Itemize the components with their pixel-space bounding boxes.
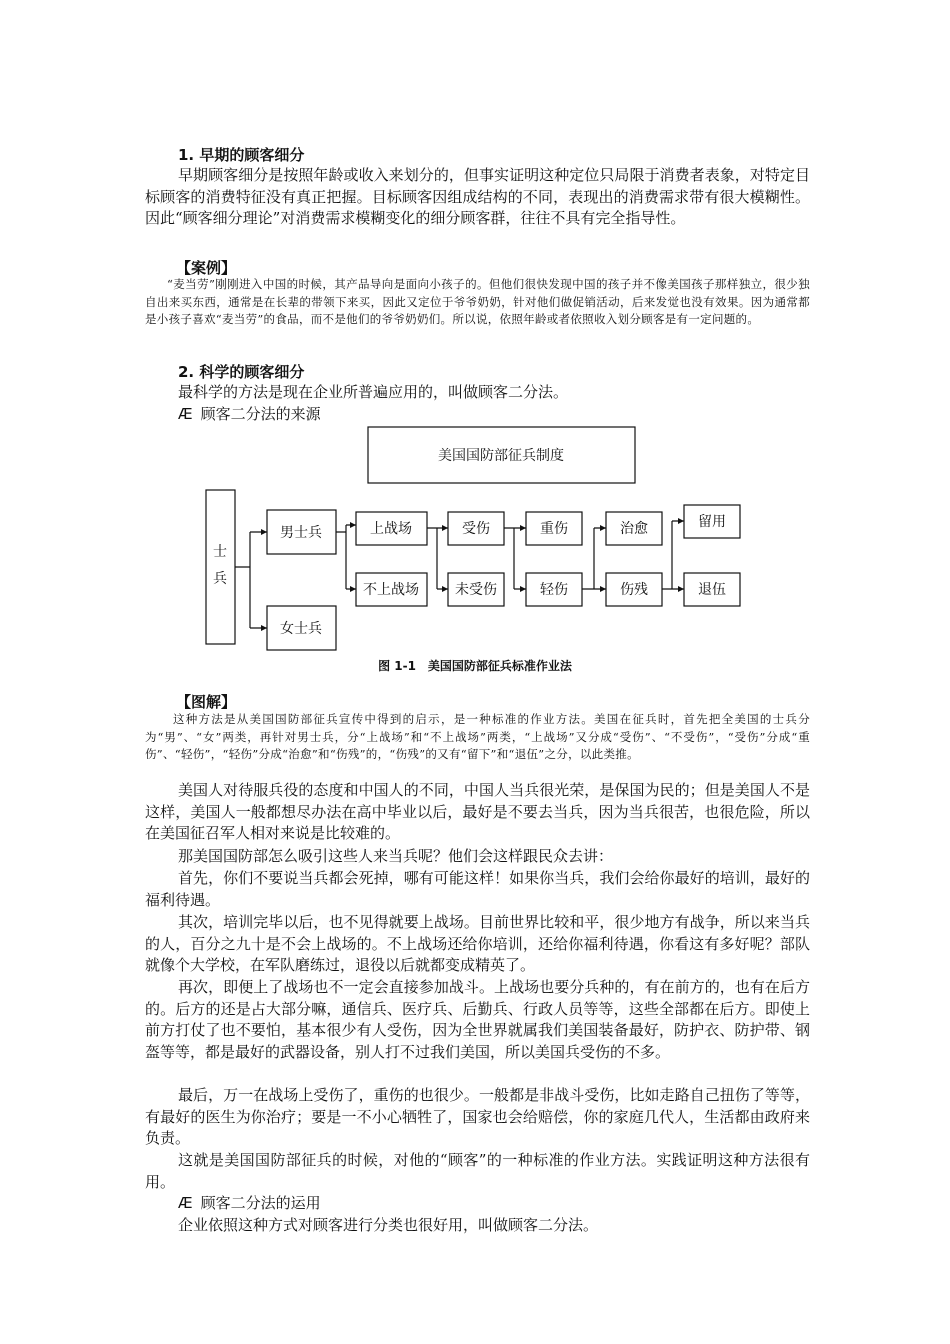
connector-light (582, 528, 606, 589)
connector-male (336, 525, 356, 589)
connector-battle (427, 528, 448, 589)
label-male: 男士兵 (280, 525, 322, 541)
label-no-battle: 不上战场 (363, 582, 419, 598)
body-paragraph-4: 其次，培训完毕以后，也不见得就要上战场。目前世界比较和平，很少地方有战争，所以来当兵的人，百分之九十是不会上战场的。不上战场还给你培训，还给你福利待遇，你看这有多好呢？部队就像个大学校，在军队磨练过，退役以后就都变成精英了。 (145, 913, 810, 974)
connector-root (235, 532, 267, 628)
body-paragraph-6: 最后，万一在战场上受伤了，重伤的也很少。一般都是非战斗受伤，比如走路自己扭伤了等等，有最好的医生为你治疗；要是一不小心牺牲了，国家也会给赔偿，你的家庭几代人，生活都由政府来负责。 (145, 1086, 810, 1147)
figure-caption: 图 1-1 美国国防部征兵标准作业法 (378, 659, 572, 673)
label-uninjured: 未受伤 (455, 582, 497, 598)
body-paragraph-2: 那美国国防部怎么吸引这些人来当兵呢？他们会这样跟民众去讲： (178, 847, 614, 865)
illustration-tag: 【图解】 (176, 693, 237, 711)
label-retire: 退伍 (698, 582, 726, 598)
bullet-line-application (178, 1193, 321, 1213)
last-line: 企业依照这种方式对顾客进行分类也很好用，叫做顾客二分法。 (178, 1216, 599, 1234)
illustration-text: 这种方法是从美国国防部征兵宣传中得到的启示，是一种标准的作业方法。美国在征兵时，首先把全美国的士兵分为“男”、“女”两类，再针对男士兵，分“上战场”和“不上战场”两类，“上战场”又分成“受伤”、“不受伤”，“受伤”分成“重伤”、“轻伤”，“轻伤”分成“治愈”和“伤残”的，“伤残”的又有“留下”和“退伍”之分，以此类推。 (145, 712, 810, 761)
connector-disabled (662, 521, 684, 589)
case-tag: 【案例】 (176, 259, 237, 277)
paragraph-early: 早期顾客细分是按照年龄或收入来划分的，但事实证明这种定位只局限于消费者表象，对特定目标顾客的消费特征没有真正把握。目标顾客因组成结构的不同，表现出的消费需求带有很大模糊性。因此“顾客细分理论”对消费需求模糊变化的细分顾客群，往往不具有完全指导性。 (145, 166, 810, 227)
bullet-text-application: 顾客二分法的运用 (200, 1194, 321, 1212)
label-root-1: 士 (213, 544, 227, 560)
body-paragraph-7: 这就是美国国防部征兵的时候，对他的“顾客”的一种标准的作业方法。实践证明这种方法很有用。 (145, 1151, 810, 1191)
bullet-glyph: Æ (178, 405, 193, 423)
label-light: 轻伤 (540, 582, 568, 598)
body-paragraph-3: 首先，你们不要说当兵都会死掉，哪有可能这样！如果你当兵，我们会给你最好的培训，最好的福利待遇。 (145, 869, 810, 909)
label-serious: 重伤 (540, 521, 568, 537)
section-heading-scientific: 2. 科学的顾客细分 (178, 363, 305, 381)
body-paragraph-1: 美国人对待服兵役的态度和中国人的不同，中国人当兵很光荣，是保国为民的；但是美国人不是这样，美国人一般都想尽办法在高中毕业以后，最好是不要去当兵，因为当兵很苦，也很危险，所以在美国征召军人相对来说是比较难的。 (145, 781, 810, 842)
section-heading-early: 1. 早期的顾客细分 (178, 146, 305, 164)
intro-line: 最科学的方法是现在企业所普遍应用的，叫做顾客二分法。 (178, 383, 569, 401)
case-text: “麦当劳”刚刚进入中国的时候，其产品导向是面向小孩子的。但他们很快发现中国的孩子并不像美国孩子那样独立，很少独自出来买东西，通常是在长辈的带领下来买，因此又定位于爷爷奶奶，针对他们做促销活动，后来发觉也没有效果。因为通常都是小孩子喜欢“麦当劳”的食品，而不是他们的爷爷奶奶们。所以说，依照年龄或者依照收入划分顾客是有一定问题的。 (145, 277, 810, 326)
connector-injured (504, 528, 526, 589)
label-injured: 受伤 (462, 521, 490, 537)
label-female: 女士兵 (280, 621, 322, 637)
bullet-text-source: 顾客二分法的来源 (200, 405, 321, 423)
label-stay: 留用 (698, 514, 726, 530)
bullet-glyph-2: Æ (178, 1194, 193, 1212)
label-root-2: 兵 (213, 571, 227, 587)
label-cured: 治愈 (620, 521, 648, 537)
label-battle: 上战场 (370, 521, 412, 537)
body-paragraph-5: 再次，即便上了战场也不一定会直接参加战斗。上战场也要分兵种的，有在前方的，也有在后方的。后方的还是占大部分嘛，通信兵、医疗兵、后勤兵、行政人员等等，这些全部都在后方。即使上前方打仗了也不要怕，基本很少有人受伤，因为全世界就属我们美国装备最好，防护衣、防护带、钢盔等等，都是最好的武器设备，别人打不过我们美国，所以美国兵受伤的不多。 (145, 978, 810, 1061)
box-root (206, 490, 235, 644)
label-disabled: 伤残 (620, 582, 648, 598)
label-top: 美国国防部征兵制度 (438, 448, 564, 464)
